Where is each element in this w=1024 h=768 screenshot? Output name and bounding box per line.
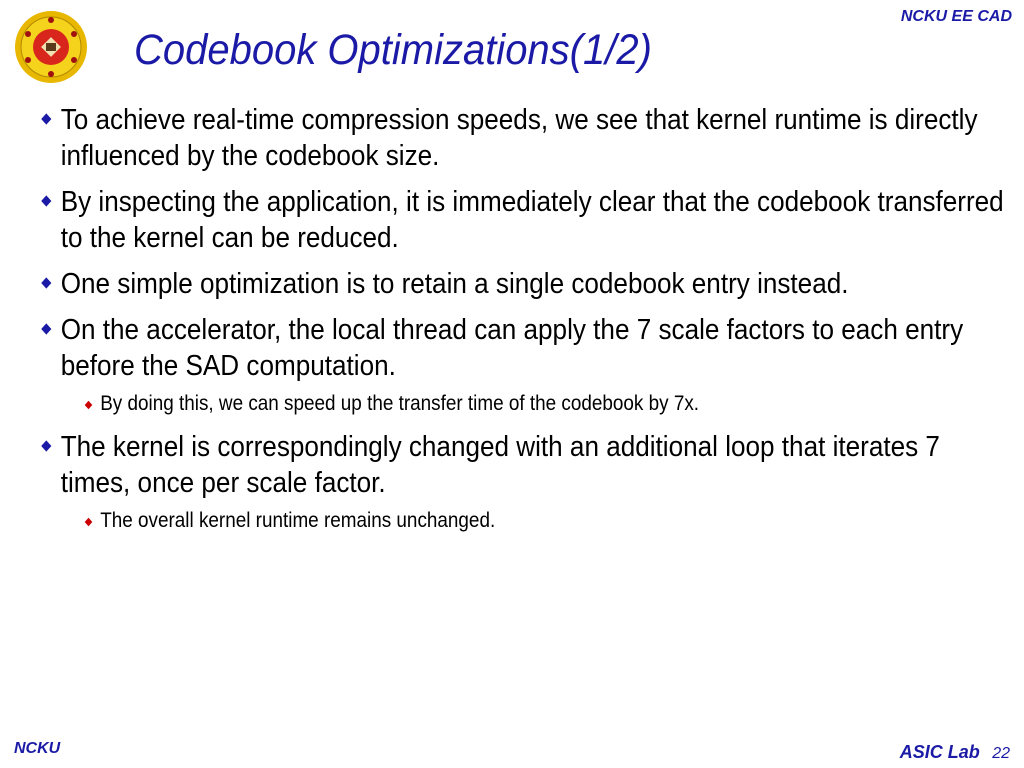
red-diamond-bullet-icon (85, 401, 93, 409)
red-diamond-bullet-icon (85, 518, 93, 526)
diamond-bullet-icon (41, 277, 51, 288)
bullet-text: On the accelerator, the local thread can apply the 7 scale factors to each entry before the SAD computation. (60, 314, 964, 382)
sub-bullet-text: By doing this, we can speed up the transfer time of the codebook by 7x. (100, 392, 700, 415)
footer-org-label: NCKU (14, 740, 61, 757)
slide-title: Codebook Optimizations(1/2) (134, 26, 652, 74)
bullet-text: To achieve real-time compression speeds, we see that kernel runtime is directly influenced by the codebook size. (60, 104, 978, 172)
diamond-bullet-icon (41, 440, 51, 451)
sub-bullet-item (84, 507, 1000, 535)
bullet-item (40, 429, 1006, 501)
bullet-item (40, 102, 1006, 174)
footer-lab-label: ASIC Lab (899, 742, 980, 762)
bullet-item (40, 266, 1006, 302)
bullet-item (40, 184, 1006, 256)
bullet-list (40, 102, 1004, 546)
diamond-bullet-icon (41, 195, 51, 206)
page-number: 22 (992, 745, 1010, 762)
diamond-bullet-icon (41, 113, 51, 124)
bullet-text: The kernel is correspondingly changed with an additional loop that iterates 7 times, once per scale factor. (60, 431, 940, 499)
bullet-text: One simple optimization is to retain a single codebook entry instead. (60, 268, 849, 300)
sub-bullet-text: The overall kernel runtime remains unchanged. (100, 509, 496, 532)
sub-bullet-item (84, 390, 1000, 418)
header-org-label: NCKU EE CAD (900, 8, 1012, 25)
diamond-bullet-icon (41, 323, 51, 334)
bullet-text: By inspecting the application, it is immediately clear that the codebook transferred to the kernel can be reduced. (60, 186, 1004, 254)
footer-right (900, 742, 1010, 763)
bullet-item (40, 312, 1006, 384)
ncku-seal-icon (14, 10, 88, 84)
